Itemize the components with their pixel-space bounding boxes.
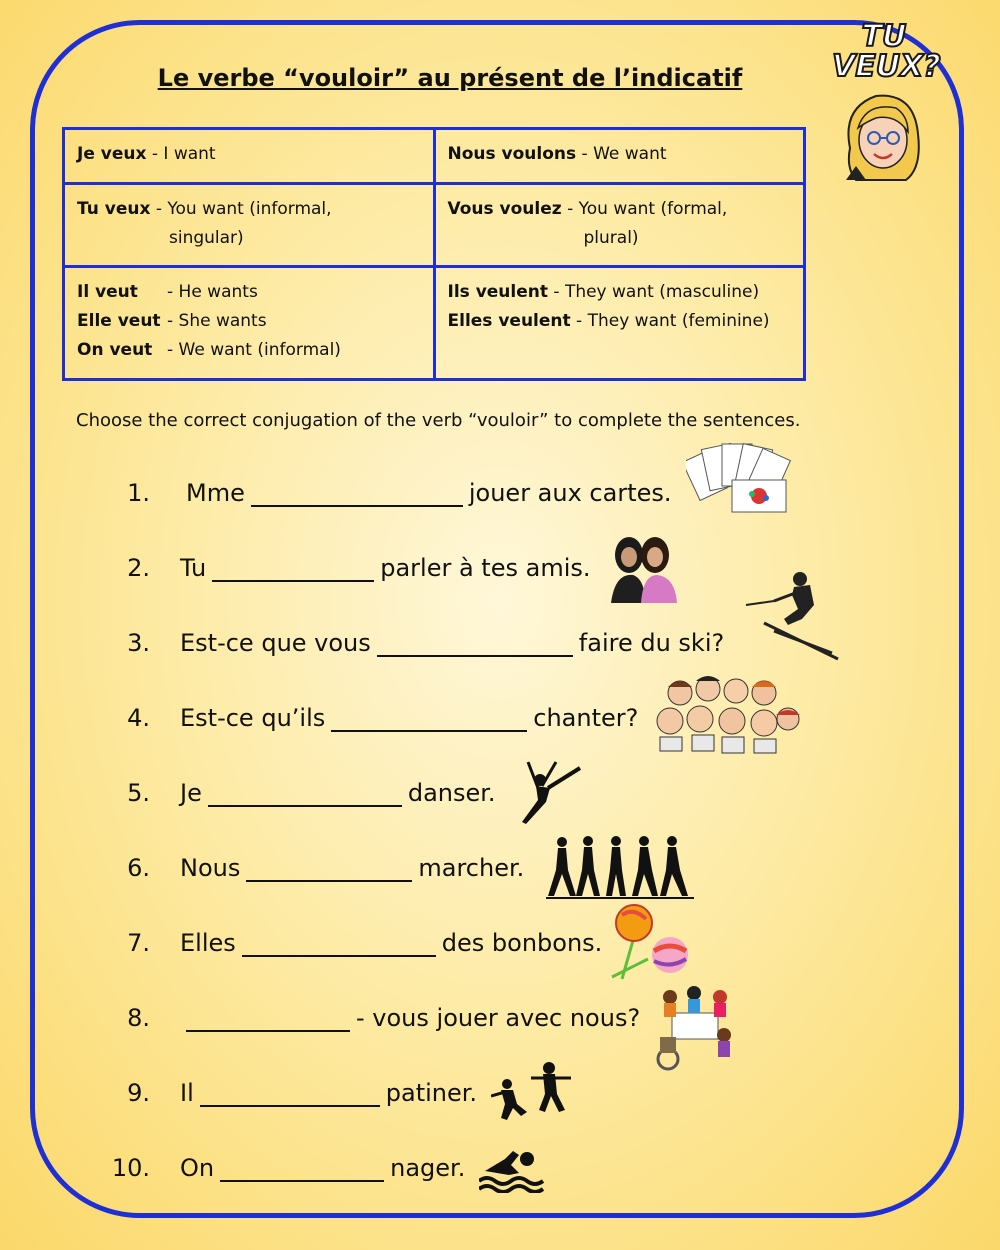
exercise-item: 1. Mme jouer aux cartes.: [80, 473, 792, 513]
dancer-icon: [506, 758, 582, 828]
exercise-item: 9. Il patiner.: [80, 1073, 573, 1113]
exercise-item: 2. Tu parler à tes amis.: [80, 548, 685, 588]
badge-line-1: TU: [861, 19, 907, 54]
exercise-item: 5. Je danser.: [80, 773, 582, 813]
walking-icon: [546, 836, 694, 900]
tu-veux-badge: [832, 19, 941, 84]
teacher-avatar-icon: [836, 88, 928, 182]
exercise-item: 7. Elles des bonbons.: [80, 923, 692, 963]
playing-cards-icon: [686, 440, 792, 516]
cell-nous: Nous voulons - We want: [434, 129, 805, 184]
skaters-icon: [491, 1060, 573, 1126]
exercise-item: 10. On nager.: [80, 1148, 547, 1188]
kids-playing-icon: [654, 983, 736, 1073]
cell-vous: Vous voulez - You want (formal, plural): [434, 184, 805, 267]
conjugation-table: [62, 127, 806, 381]
answer-blank[interactable]: [220, 1154, 384, 1182]
friends-icon: [605, 533, 685, 603]
cell-il-elle-on: Il veut - He wants Elle veut - She wants On veut - We want (informal): [64, 267, 435, 380]
exercise-item: 3. Est-ce que vous faire du ski?: [80, 623, 840, 663]
exercise-item: 4. Est-ce qu’ils chanter?: [80, 698, 802, 738]
badge-line-2: VEUX?: [832, 49, 941, 84]
skier-icon: [744, 565, 840, 661]
answer-blank[interactable]: [331, 704, 527, 732]
choir-icon: [652, 671, 802, 755]
answer-blank[interactable]: [200, 1079, 380, 1107]
swimmer-icon: [479, 1143, 547, 1193]
answer-blank[interactable]: [186, 1004, 350, 1032]
exercise-item: 8. - vous jouer avec nous?: [80, 998, 736, 1038]
cell-je: Je veux - I want: [64, 129, 435, 184]
answer-blank[interactable]: [242, 929, 436, 957]
exercise-item: 6. Nous marcher.: [80, 848, 694, 888]
candy-icon: [608, 903, 692, 983]
answer-blank[interactable]: [212, 554, 374, 582]
answer-blank[interactable]: [208, 779, 402, 807]
answer-blank[interactable]: [251, 479, 463, 507]
page-title: Le verbe “vouloir” au présent de l’indicatif: [157, 64, 743, 92]
instructions: Choose the correct conjugation of the verb “vouloir” to complete the sentences.: [76, 410, 801, 431]
cell-tu: Tu veux - You want (informal, singular): [64, 184, 435, 267]
cell-ils-elles: Ils veulent - They want (masculine) Elles veulent - They want (feminine): [434, 267, 805, 380]
answer-blank[interactable]: [377, 629, 573, 657]
answer-blank[interactable]: [246, 854, 412, 882]
